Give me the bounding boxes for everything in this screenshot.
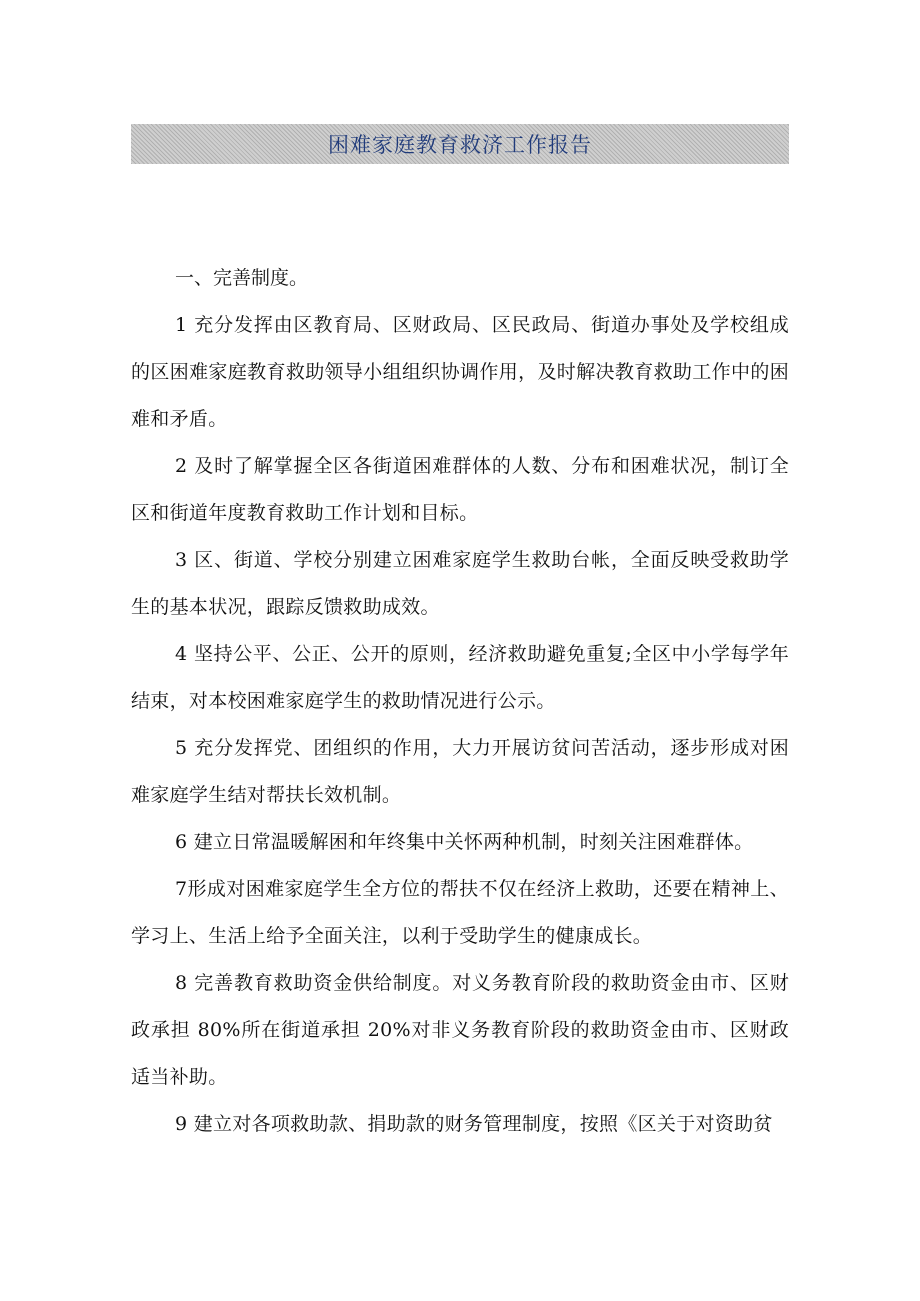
paragraph-7: 7形成对困难家庭学生全方位的帮扶不仅在经济上救助，还要在精神上、学习上、生活上给予全面关注，以利于受助学生的健康成长。 — [131, 878, 789, 947]
paragraph-5: 5 充分发挥党、团组织的作用，大力开展访贫问苦活动，逐步形成对困难家庭学生结对帮扶长效机制。 — [131, 737, 789, 806]
document-body — [131, 255, 789, 1148]
paragraph-1: 1 充分发挥由区教育局、区财政局、区民政局、街道办事处及学校组成的区困难家庭教育救助领导小组组织协调作用，及时解决教育救助工作中的困难和矛盾。 — [131, 314, 789, 430]
paragraph-2: 2 及时了解掌握全区各街道困难群体的人数、分布和困难状况，制订全区和街道年度教育救助工作计划和目标。 — [131, 455, 789, 524]
title-banner — [131, 124, 789, 164]
section-heading: 一、完善制度。 — [175, 267, 309, 289]
paragraph-9: 9 建立对各项救助款、捐助款的财务管理制度，按照《区关于对资助贫 — [175, 1113, 773, 1135]
paragraph-8: 8 完善教育救助资金供给制度。对义务教育阶段的救助资金由市、区财政承担 80%所在街道承担 20%对非义务教育阶段的救助资金由市、区财政适当补助。 — [131, 972, 789, 1088]
paragraph-3: 3 区、街道、学校分别建立困难家庭学生救助台帐，全面反映受救助学生的基本状况，跟踪反馈救助成效。 — [131, 549, 789, 618]
document-title: 困难家庭教育救济工作报告 — [328, 133, 592, 157]
paragraph-4: 4 坚持公平、公正、公开的原则，经济救助避免重复;全区中小学每学年结束，对本校困难家庭学生的救助情况进行公示。 — [131, 643, 789, 712]
paragraph-6: 6 建立日常温暖解困和年终集中关怀两种机制，时刻关注困难群体。 — [175, 831, 754, 853]
